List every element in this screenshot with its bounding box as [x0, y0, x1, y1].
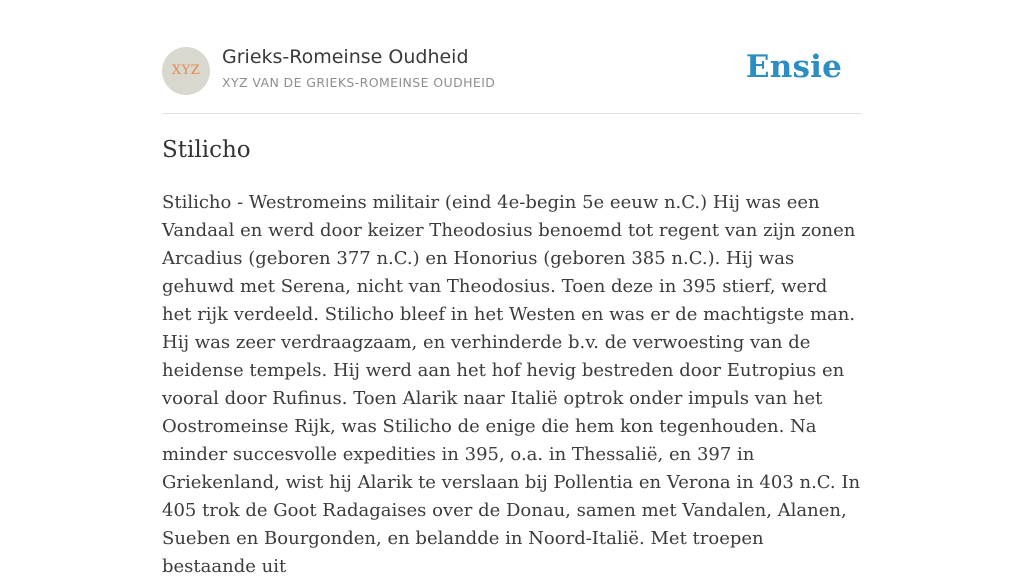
ensie-logo-link[interactable]: Ensie: [745, 49, 842, 85]
entry-title: Stilicho: [162, 137, 251, 163]
source-avatar[interactable]: XYZ: [162, 47, 210, 95]
entry-body: Stilicho - Westromeins militair (eind 4e-begin 5e eeuw n.C.) Hij was een Vandaal en werd door keizer Theodosius benoemd tot regent van zijn zonen Arcadius (geboren 377 n.C.) en Honorius (geboren 385 n.C.). Hij was gehuwd met Serena, nicht van Theodosius. Toen deze in 395 stierf, werd het rijk verdeeld. Stilicho bleef in het Westen en was er de machtigste man. Hij was zeer verdraagzaam, en verhinderde b.v. de verwoesting van de heidense tempels. Hij werd aan het hof hevig bestreden door Eutropius en vooral door Rufinus. Toen Alarik naar Italië optrok onder impuls van het Oostromeinse Rijk, was Stilicho de enige die hem kon tegenhouden. Na minder succesvolle expedities in 395, o.a. in Thessalië, en 397 in Griekenland, wist hij Alarik te verslaan bij Pollentia en Verona in 403 n.C. In 405 trok de Goot Radagaises over de Donau, samen met Vandalen, Alanen, Sueben en Bourgonden, en belandde in Noord-Italië. Met troepen bestaande uit: [162, 192, 861, 577]
header-divider: [162, 113, 862, 114]
source-subtitle: XYZ VAN DE GRIEKS-ROMEINSE OUDHEID: [222, 75, 496, 90]
header: [162, 45, 862, 97]
source-title[interactable]: Grieks-Romeinse Oudheid: [222, 46, 469, 68]
